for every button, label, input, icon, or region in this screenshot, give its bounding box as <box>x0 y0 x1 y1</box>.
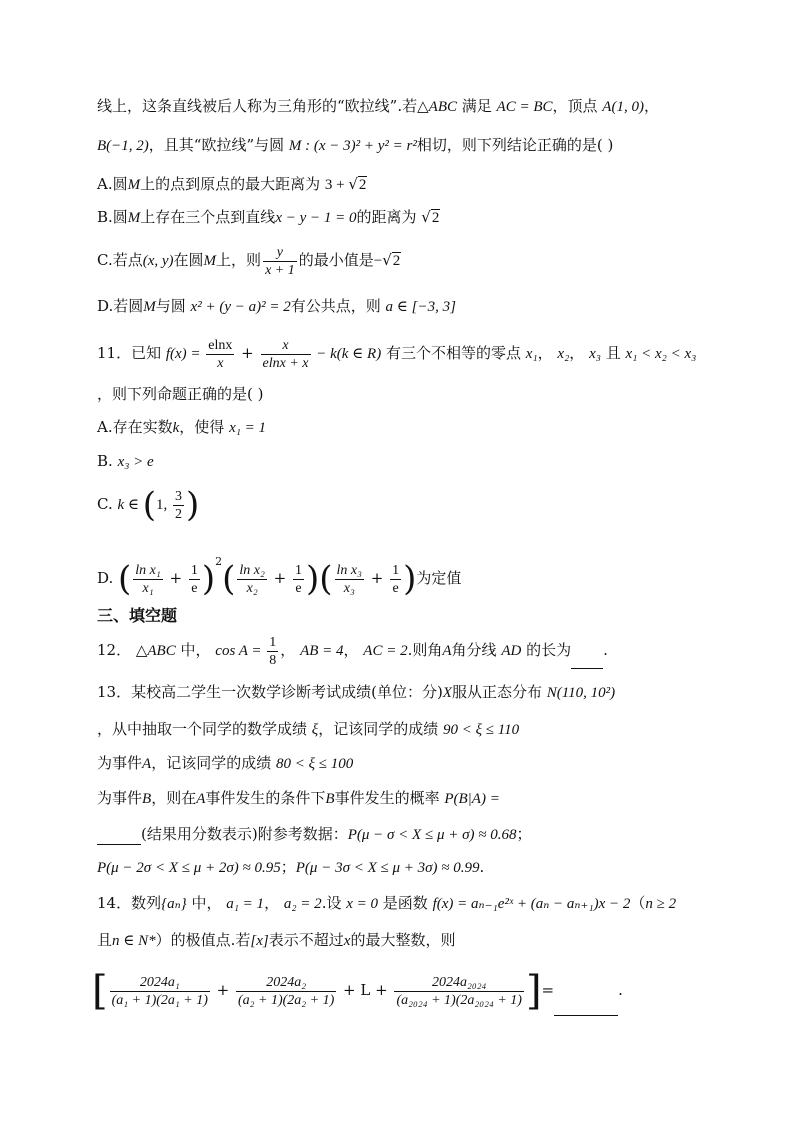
text: B.圆 <box>97 208 128 226</box>
fraction <box>236 974 336 1009</box>
text: ，顶点 <box>552 97 603 115</box>
text: .设 <box>321 894 347 912</box>
math: x <box>343 933 351 949</box>
math: AC = 2 <box>363 643 408 659</box>
numerator: y <box>276 244 283 260</box>
math: P(B|A) = <box>444 791 500 807</box>
math: AC = BC <box>496 99 553 115</box>
math: A(1, 0) <box>602 99 644 115</box>
plus: + <box>268 569 292 587</box>
math: 2 <box>392 253 401 269</box>
plus: + <box>164 569 187 587</box>
fraction <box>206 337 234 372</box>
math: M <box>203 253 217 269</box>
text: 有公共点，则 <box>290 297 386 315</box>
math: (x, y) <box>142 253 174 269</box>
text: 且 <box>97 931 113 949</box>
text: A.圆 <box>97 175 128 193</box>
text: ， <box>280 641 301 659</box>
ellipsis: + L + <box>338 981 393 999</box>
equals: = <box>541 981 555 999</box>
text: 角分线 <box>451 641 502 659</box>
denominator: x₁ <box>133 579 162 597</box>
math: N(110, 10²) <box>546 685 616 701</box>
math: x₁ <box>525 346 538 362</box>
q11-option-b <box>97 451 154 472</box>
math: B(−1, 2) <box>97 138 149 154</box>
numerator: elnx <box>208 337 233 353</box>
text: 为定值 <box>416 569 462 587</box>
text: 与圆 <box>155 297 191 315</box>
paren: ) <box>201 559 216 599</box>
numerator: 1 <box>392 562 400 578</box>
math: 2 <box>431 210 440 226</box>
q11-stem <box>97 334 696 373</box>
q11-option-c <box>97 484 199 525</box>
math: n ∈ N* <box>112 933 156 949</box>
numerator: ln x₁ <box>135 562 161 578</box>
text: B. <box>97 452 118 470</box>
text: ，且其“欧拉线”与圆 <box>148 136 289 154</box>
math: k ∈ <box>117 497 143 513</box>
math: M <box>127 177 141 193</box>
fraction <box>267 634 278 669</box>
text: 相切，则下列结论正确的是( ) <box>416 136 614 154</box>
text: ，从中抽取一个同学的数学成绩 <box>97 720 312 738</box>
math: M <box>143 299 156 315</box>
math: x₂ <box>557 346 570 362</box>
denominator: e <box>189 579 200 597</box>
math: k <box>172 420 180 436</box>
text: 的长为 <box>521 641 572 659</box>
text: C.若点 <box>97 251 143 269</box>
text: 中， <box>175 641 216 659</box>
denominator: e <box>390 579 401 597</box>
q10-option-a <box>97 174 367 195</box>
text: ，则下列命题正确的是( ) <box>97 385 264 403</box>
q13-line3 <box>97 753 353 774</box>
fraction <box>189 562 200 597</box>
math: X <box>442 685 452 701</box>
text: 事件发生的概率 <box>334 789 445 807</box>
numerator: x <box>282 337 289 353</box>
text: 13．某校高二学生一次数学诊断考试成绩(单位：分) <box>97 683 443 701</box>
text: 上存在三个点到直线 <box>140 208 276 226</box>
text: 上，则 <box>216 251 262 269</box>
q10-option-c <box>97 243 401 279</box>
fraction <box>263 244 297 279</box>
math: P(μ − 2σ < X ≤ μ + 2σ) ≈ 0.95 <box>97 860 281 876</box>
triangle-symbol: △ <box>417 97 429 115</box>
math: AD <box>501 643 522 659</box>
q11-option-d <box>97 540 461 600</box>
numerator: 2024a₂₀₂₄ <box>431 974 487 990</box>
denominator: (a₁ + 1)(2a₁ + 1) <box>111 992 208 1008</box>
denominator: 8 <box>269 652 277 668</box>
answer-blank[interactable] <box>554 999 618 1016</box>
q10-stem-line1 <box>97 96 659 117</box>
plus: + <box>211 981 234 999</box>
text: ， <box>264 894 284 912</box>
paren: ( <box>142 485 157 525</box>
text: ； <box>280 858 296 876</box>
denominator: x₃ <box>335 579 364 597</box>
text: （ <box>630 894 646 912</box>
text: 的最大整数，则 <box>350 931 456 949</box>
math: 90 < ξ ≤ 110 <box>443 722 520 738</box>
numerator: 3 <box>175 488 183 504</box>
fraction <box>293 562 304 597</box>
q11-stem-cont <box>97 384 263 404</box>
denominator: (a₂₀₂₄ + 1)(2a₂₀₂₄ + 1) <box>396 992 522 1008</box>
text: 在圆 <box>173 251 204 269</box>
math: − k(k ∈ R) <box>312 346 382 362</box>
math: a₁ = 1 <box>226 896 265 912</box>
q13-line5 <box>97 824 531 845</box>
text: 是函数 <box>378 894 433 912</box>
section-heading: 三、填空题 <box>97 606 178 625</box>
fraction <box>110 974 210 1009</box>
text: ， <box>537 344 558 362</box>
denominator: 2 <box>175 506 183 522</box>
answer-blank[interactable] <box>571 652 603 669</box>
fraction <box>173 488 184 523</box>
text: ； <box>516 825 532 843</box>
q11-option-a <box>97 417 266 438</box>
text: ，记该同学的成绩 <box>318 720 443 738</box>
math: cos A = <box>215 643 266 659</box>
text: ， <box>569 344 590 362</box>
denominator: x <box>206 354 234 372</box>
text: 中， <box>186 894 227 912</box>
fraction <box>261 337 311 372</box>
math: M <box>127 210 141 226</box>
numerator: 1 <box>295 562 303 578</box>
numerator: ln x₃ <box>336 562 363 578</box>
math: [x] <box>250 933 269 949</box>
math: A <box>442 643 452 659</box>
math: B <box>325 791 335 807</box>
math: △ABC <box>135 643 176 659</box>
text: A.存在实数 <box>97 418 173 436</box>
math: x₃ <box>589 346 601 362</box>
paren: ) <box>306 559 320 599</box>
text: ， <box>343 641 364 659</box>
math: a₂ = 2 <box>283 896 322 912</box>
paren: ) <box>403 559 417 599</box>
math: x₁ = 1 <box>229 420 267 436</box>
denominator: e <box>293 579 304 597</box>
q14-line2 <box>97 930 455 951</box>
math: A <box>196 791 206 807</box>
numerator: 2024a₁ <box>139 974 180 990</box>
text: 事件发生的条件下 <box>205 789 326 807</box>
text: 且 <box>600 344 626 362</box>
numerator: 2024a₂ <box>266 974 307 990</box>
q10-stem-line2 <box>97 135 613 156</box>
text: 满足 <box>457 97 497 115</box>
exponent: 2 <box>215 555 223 568</box>
fraction <box>335 562 364 597</box>
math: M : (x − 3)² + y² = r² <box>288 138 417 154</box>
text: 11．已知 <box>97 344 166 362</box>
text: ， <box>643 97 659 115</box>
text: 14．数列 <box>97 894 162 912</box>
text: 服从正态分布 <box>451 683 547 701</box>
numerator: 1 <box>269 634 277 650</box>
fraction <box>394 974 523 1009</box>
denominator: elnx + x <box>262 355 309 371</box>
text: ，使得 <box>179 418 230 436</box>
paren: ) <box>186 485 200 525</box>
q12 <box>97 632 608 669</box>
q13-line2 <box>97 719 519 740</box>
text: . <box>618 981 623 999</box>
q10-option-b <box>97 207 440 228</box>
text: . <box>603 641 608 659</box>
text: ，则在 <box>151 789 197 807</box>
sqrt-symbol: √ <box>382 251 392 269</box>
math: x² + (y − a)² = 2 <box>190 299 291 315</box>
text: . <box>479 858 485 876</box>
sqrt-symbol: √ <box>421 208 431 226</box>
math: 1, <box>156 497 172 513</box>
math: x = 0 <box>346 896 379 912</box>
paren: ( <box>118 559 132 599</box>
text: C. <box>97 495 118 513</box>
math: B <box>142 791 152 807</box>
math: x − y − 1 = 0 <box>275 210 357 226</box>
math: ξ <box>311 722 319 738</box>
text: 的最小值是 <box>298 251 374 269</box>
text: 有三个不相等的零点 <box>381 344 526 362</box>
text: 12． <box>97 641 136 659</box>
text: 为事件 <box>97 789 143 807</box>
text: D.若圆 <box>97 297 144 315</box>
paren: ( <box>222 559 236 599</box>
text: ）的极值点.若 <box>155 931 251 949</box>
fraction <box>390 562 401 597</box>
math: n ≥ 2 <box>645 896 677 912</box>
fraction <box>237 562 266 597</box>
text: 线上，这条直线被后人称为三角形的“欧拉线”.若 <box>97 97 418 115</box>
math: x₁ < x₂ < x₃ <box>625 346 697 362</box>
text: 表示不超过 <box>268 931 344 949</box>
denominator: x₂ <box>237 579 266 597</box>
q13-line1 <box>97 682 615 703</box>
text: .则角 <box>407 641 443 659</box>
plus: + <box>366 569 389 587</box>
q13-line6 <box>97 857 484 878</box>
fraction <box>133 562 162 597</box>
math: 2 <box>358 177 367 193</box>
text: D. <box>97 569 119 587</box>
sqrt-symbol: √ <box>348 175 358 193</box>
q14-line1 <box>97 893 676 914</box>
plus: + <box>236 344 259 362</box>
text: ，记该同学的成绩 <box>151 754 276 772</box>
math: a ∈ [−3, 3] <box>385 299 456 315</box>
answer-blank[interactable] <box>97 828 141 845</box>
math: f(x) = <box>165 346 205 362</box>
math: 3 + <box>324 177 349 193</box>
q10-option-d <box>97 296 456 317</box>
denominator: x + 1 <box>265 262 295 278</box>
math: A <box>142 756 152 772</box>
text: 上的点到原点的最大距离为 <box>140 175 325 193</box>
math: AB = 4 <box>300 643 344 659</box>
q13-line4 <box>97 788 500 809</box>
denominator: (a₂ + 1)(2a₂ + 1) <box>238 992 335 1008</box>
text: 的距离为 <box>356 208 422 226</box>
bracket: ] <box>525 968 542 1014</box>
numerator: ln x₂ <box>239 562 265 578</box>
math: − <box>373 253 383 269</box>
math: {aₙ} <box>161 896 187 912</box>
text: (结果用分数表示)附参考数据： <box>141 825 348 843</box>
q14-line3 <box>92 964 623 1016</box>
numerator: 1 <box>190 562 198 578</box>
math: 80 < ξ ≤ 100 <box>275 756 354 772</box>
math: ABC <box>428 99 457 115</box>
math: P(μ − 3σ < X ≤ μ + 3σ) ≈ 0.99 <box>295 860 480 876</box>
text: 为事件 <box>97 754 143 772</box>
paren: ( <box>319 559 333 599</box>
bracket: [ <box>92 968 108 1014</box>
math: P(μ − σ < X ≤ μ + σ) ≈ 0.68 <box>347 827 517 843</box>
math: x₃ > e <box>117 454 154 470</box>
math: f(x) = aₙ₋₁e²ˣ + (aₙ − aₙ₊₁)x − 2 <box>432 896 631 912</box>
